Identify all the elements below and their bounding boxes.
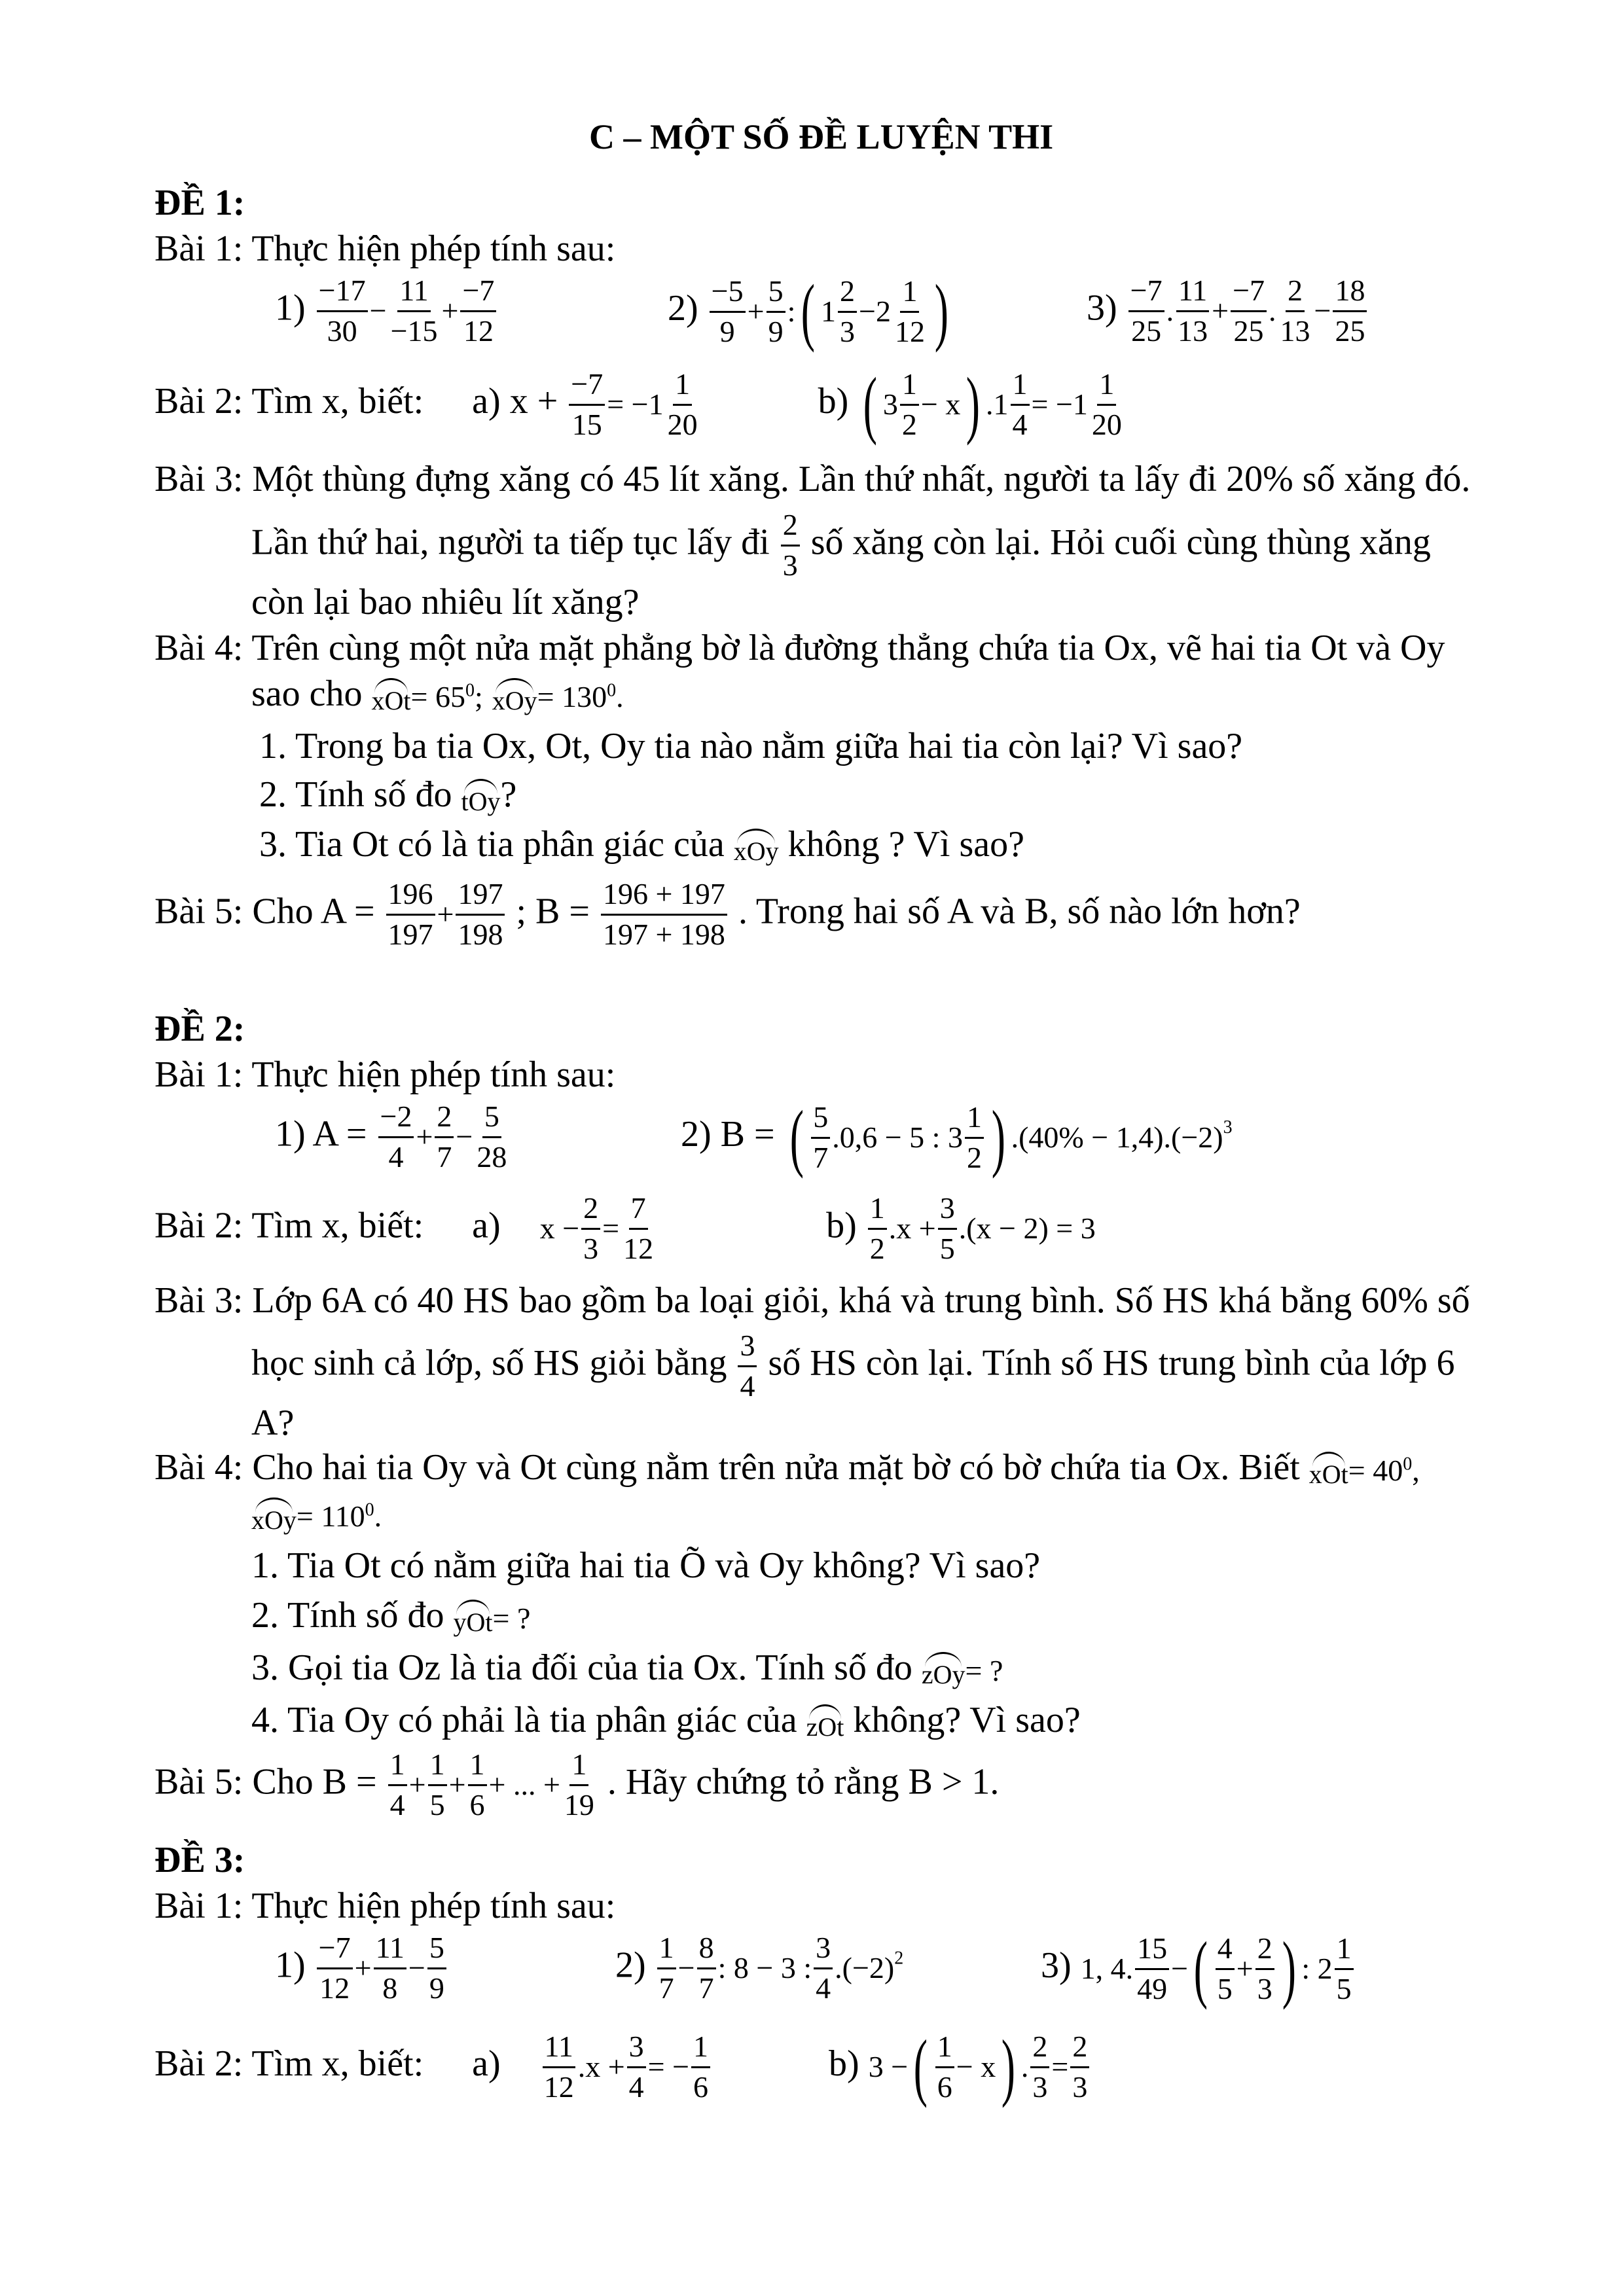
- de1-heading: ĐỀ 1:: [154, 183, 245, 223]
- de2-bai1-expr2: 2) B = ( $\frac{5}{7}$ .0,6 − 5 : 3 $\frac{1}{2}$ ) $.(40\% - 1,4).(-2)^3$: [681, 1096, 1233, 1179]
- de2-heading: ĐỀ 2:: [154, 1009, 245, 1049]
- de1-bai1-expr3: 3) $\frac{-7}{25}$ . $\frac{11}{13}$ + $\frac{-7}{25}$ . $\frac{2}{13}$ − $\frac{18}{25}$: [1087, 274, 1369, 349]
- de1-bai4-line1: Bài 4: Trên cùng một nửa mặt phẳng bờ là đường thẳng chứa tia Ox, vẽ hai tia Ot và Oy: [154, 628, 1445, 668]
- de1-bai4-q1: 1. Trong ba tia Ox, Ot, Oy tia nào nằm giữa hai tia còn lại? Vì sao?: [259, 726, 1243, 766]
- de2-bai4-q3: 3. Gọi tia Oz là tia đối của tia Ox. Tính số đo zOy= ?: [251, 1647, 1003, 1690]
- de2-bai4-q4: 4. Tia Oy có phải là tia phân giác của zOt không? Vì sao?: [251, 1700, 1081, 1742]
- de1-bai3-line1: Bài 3: Một thùng đựng xăng có 45 lít xăng. Lần thứ nhất, người ta lấy đi 20% số xăng đó.: [154, 459, 1471, 499]
- de2-bai4-q2: 2. Tính số đo yOt= ?: [251, 1595, 531, 1638]
- de2-bai3-line3: A?: [251, 1403, 295, 1443]
- de3-bai1-expr3: 3) 1, 4. $\frac{15}{49}$ −( $\frac{4}{5}$ + $\frac{2}{3}$ ) : 2 $\frac{1}{5}$: [1041, 1931, 1356, 2007]
- de1-bai1-expr1: 1) $\frac{-17}{30}$ − $\frac{11}{-15}$ + $\frac{-7}{12}$: [275, 274, 498, 349]
- de3-bai2: Bài 2: Tìm x, biết: a) $\frac{11}{12}$ .x + $\frac{3}{4}$ = − $\frac{1}{6}$ b) 3 −( $\frac{1}{6}$ − x) . $\frac{2}{3}$ = $\frac{2}{3}$: [154, 2029, 1091, 2105]
- de1-bai3-line3: còn lại bao nhiêu lít xăng?: [251, 582, 640, 622]
- de1-bai4-line2: sao cho $xOt= 65^0$; $xOy= 130^0$.: [251, 673, 624, 716]
- de3-heading: ĐỀ 3:: [154, 1840, 245, 1880]
- de2-bai4-line2: $xOy= 110^0$.: [251, 1492, 382, 1535]
- de2-bai3-line2: học sinh cả lớp, số HS giỏi bằng $\frac{3}{4}$ số HS còn lại. Tính số HS trung bình của lớp 6: [251, 1329, 1455, 1403]
- de2-bai4-q1: 1. Tia Ot có nằm giữa hai tia Õ và Oy không? Vì sao?: [251, 1545, 1041, 1586]
- de2-bai1: Bài 1: Thực hiện phép tính sau:: [154, 1054, 616, 1095]
- de1-bai4-q3: 3. Tia Ot có là tia phân giác của xOy không ? Vì sao?: [259, 824, 1024, 867]
- de1-bai1: Bài 1: Thực hiện phép tính sau:: [154, 228, 616, 269]
- de1-bai4-q2: 2. Tính số đo tOy?: [259, 774, 517, 817]
- de1-bai1-expr2: 2) $\frac{-5}{9}$ + $\frac{5}{9}$ :( 1 $\frac{2}{3}$ −2 $\frac{1}{12}$ ): [668, 270, 948, 353]
- de2-bai4-line1: Bài 4: Cho hai tia Oy và Ot cùng nằm trên nửa mặt bờ có bờ chứa tia Ox. Biết $xOt= 40^0$,: [154, 1447, 1420, 1490]
- de2-bai2: Bài 2: Tìm x, biết: a) x − $\frac{2}{3}$ = $\frac{7}{12}$ b) $\frac{1}{2}$ .x + $\frac{3}{5}$ .(x − 2) = 3: [154, 1191, 1096, 1265]
- de2-bai1-expr1: 1) A = $\frac{-2}{4}$ + $\frac{2}{7}$ − $\frac{5}{28}$: [275, 1100, 507, 1174]
- de2-bai3-line1: Bài 3: Lớp 6A có 40 HS bao gồm ba loại giỏi, khá và trung bình. Số HS khá bằng 60% số: [154, 1280, 1470, 1321]
- de1-bai2: Bài 2: Tìm x, biết: a) x + $\frac{-7}{15}$ = −1 $\frac{1}{20}$ b) ( 3 $\frac{1}{2}$ − x) .1 $\frac{1}{4}$ = −1 $\frac{1}{20}$: [154, 363, 1122, 446]
- de3-bai1-expr1: 1) $\frac{-7}{12}$ + $\frac{11}{8}$ − $\frac{5}{9}$: [275, 1931, 448, 2006]
- de3-bai1: Bài 1: Thực hiện phép tính sau:: [154, 1886, 616, 1926]
- de3-bai1-expr2: 2) $\frac{1}{7}$ − $\frac{8}{7}$ : 8 − 3 : $\frac{3}{4}$ $.(-2)^2$: [615, 1931, 904, 2005]
- de2-bai5: Bài 5: Cho B = $\frac{1}{4}$ + $\frac{1}{5}$ + $\frac{1}{6}$ + ... + $\frac{1}{19}$ . Hãy chứng tỏ rằng B > 1.: [154, 1748, 1000, 1821]
- page-title: C – MỘT SỐ ĐỀ LUYỆN THI: [589, 117, 1054, 156]
- de1-bai5: Bài 5: Cho A = $\frac{196}{197}$ + $\frac{197}{198}$ ; B = $\frac{196 + 197}{197 + 198}$ . Trong hai số A và B, số nào lớn hơn?: [154, 877, 1301, 951]
- de1-bai3-line2: Lần thứ hai, người ta tiếp tục lấy đi $\frac{2}{3}$ số xăng còn lại. Hỏi cuối cùng thùng xăng: [251, 508, 1431, 582]
